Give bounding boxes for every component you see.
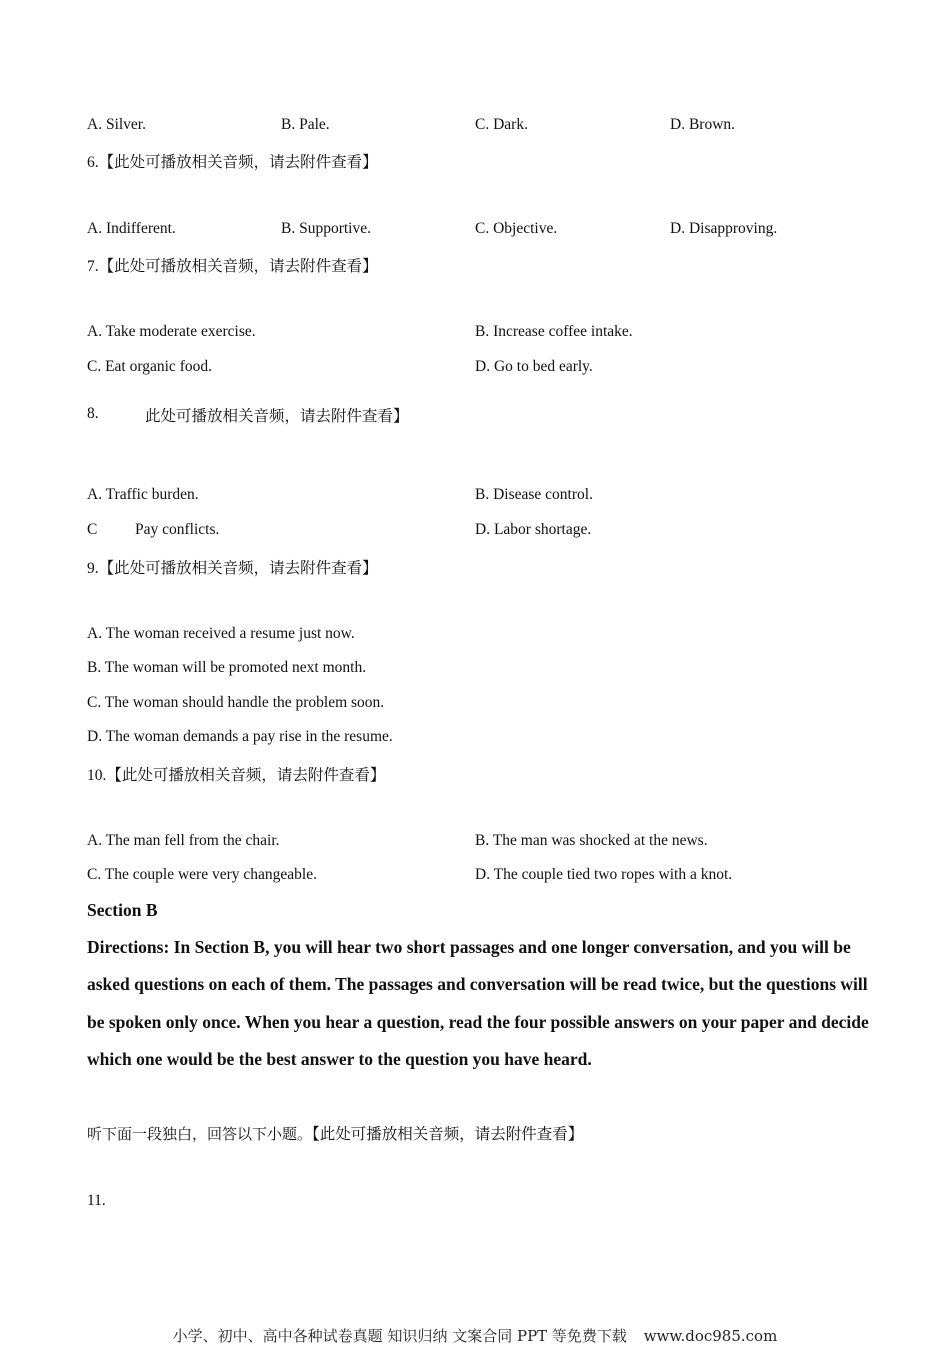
q11-number: 11. xyxy=(87,1192,106,1209)
q6-option-c: C. Objective. xyxy=(475,220,558,237)
q10-header xyxy=(87,763,385,785)
q7-option-c: C. Eat organic food. xyxy=(87,358,212,375)
q9-header xyxy=(87,556,378,578)
q8-option-c-text: Pay conflicts. xyxy=(135,521,220,538)
q9-audio-link[interactable]: 【此处可播放相关音频，请去附件查看】 xyxy=(98,559,378,577)
section-b-directions: Directions: In Section B, you will hear two short passages and one longer conversation, and you will be asked questions on each of them. The passages and conversation will be read twice, but the questions will be spoken only once. When you hear a question, read the four possible answers on your paper and decide which one would be the best answer to the question you have heard. xyxy=(87,937,869,1069)
q8-option-b: B. Disease control. xyxy=(475,486,593,503)
q6-audio-link[interactable]: 【此处可播放相关音频，请去附件查看】 xyxy=(98,153,378,171)
q10-option-d: D. The couple tied two ropes with a knot. xyxy=(475,866,733,883)
q6-option-a: A. Indifferent. xyxy=(87,220,176,237)
monologue-intro-line xyxy=(87,1122,583,1144)
q9-option-b: B. The woman will be promoted next month. xyxy=(87,659,367,676)
q10-option-c: C. The couple were very changeable. xyxy=(87,866,317,883)
q5-option-b: B. Pale. xyxy=(281,116,330,133)
footer-text: 小学、初中、高中各种试卷真题 知识归纳 文案合同 PPT 等免费下载 xyxy=(172,1327,627,1345)
q10-option-b: B. The man was shocked at the news. xyxy=(475,832,708,849)
q10-audio-link[interactable]: 【此处可播放相关音频，请去附件查看】 xyxy=(106,766,386,784)
q7-option-b: B. Increase coffee intake. xyxy=(475,323,633,340)
q8-number: 8. xyxy=(87,405,99,422)
q7-option-a: A. Take moderate exercise. xyxy=(87,323,256,340)
q5-option-a: A. Silver. xyxy=(87,116,146,133)
q7-option-d: D. Go to bed early. xyxy=(475,358,593,375)
section-b-title: Section B xyxy=(87,900,158,920)
q9-option-d: D. The woman demands a pay rise in the resume. xyxy=(87,728,393,745)
monologue-intro: 听下面一段独白，回答以下小题。 xyxy=(87,1125,313,1143)
q10-number: 10. xyxy=(87,767,107,784)
q7-audio-link[interactable]: 【此处可播放相关音频，请去附件查看】 xyxy=(98,257,378,275)
q6-number: 6. xyxy=(87,154,99,171)
q8-option-c-letter: C xyxy=(87,521,98,538)
q9-number: 9. xyxy=(87,560,99,577)
q8-option-d: D. Labor shortage. xyxy=(475,521,592,538)
q6-header xyxy=(87,150,378,172)
q7-number: 7. xyxy=(87,258,99,275)
q9-option-a: A. The woman received a resume just now. xyxy=(87,625,355,642)
q8-audio-link[interactable]: 此处可播放相关音频，请去附件查看】 xyxy=(145,407,409,425)
monologue-audio-link[interactable]: 【此处可播放相关音频，请去附件查看】 xyxy=(312,1125,584,1143)
page-footer xyxy=(0,1325,950,1346)
q6-option-b: B. Supportive. xyxy=(281,220,371,237)
q6-option-d: D. Disapproving. xyxy=(670,220,778,237)
q5-option-d: D. Brown. xyxy=(670,116,736,133)
q9-option-c: C. The woman should handle the problem soon. xyxy=(87,694,385,711)
q7-header xyxy=(87,254,378,276)
q5-option-c: C. Dark. xyxy=(475,116,528,133)
q10-option-a: A. The man fell from the chair. xyxy=(87,832,280,849)
q8-option-a: A. Traffic burden. xyxy=(87,486,199,503)
footer-url[interactable]: www.doc985.com xyxy=(643,1327,778,1345)
